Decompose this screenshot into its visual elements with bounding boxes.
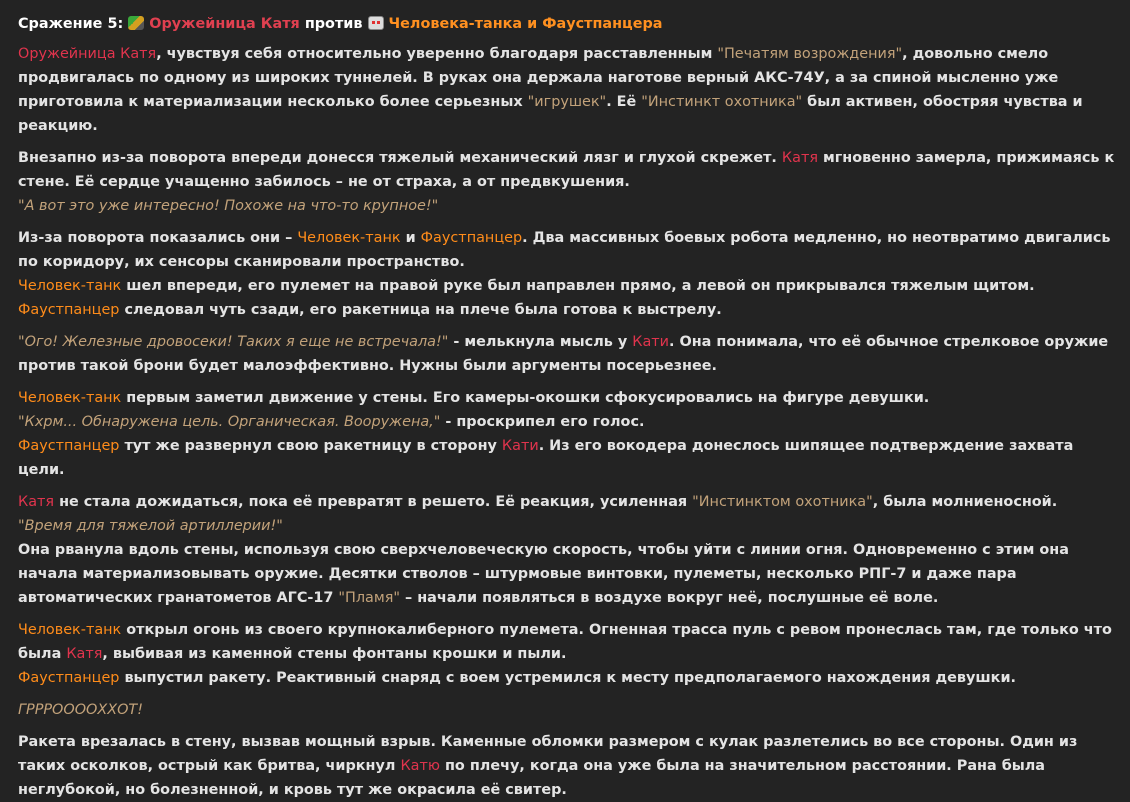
- term: "Инстинкт охотника": [641, 94, 803, 110]
- text: . Из его вокодера донеслось шипящее подтверждение захвата цели.: [18, 438, 1074, 478]
- title-enemies: Человека-танка и Фаустпанцера: [388, 16, 663, 32]
- text: открыл огонь из своего крупнокалиберного пулемета. Огненная трасса пуль с ревом пронеслась там, где только что была: [18, 622, 1112, 662]
- char-katya: Оружейница Катя: [18, 46, 157, 62]
- char-faustpanzer: Фаустпанцер: [18, 670, 120, 686]
- text: Ракета врезалась в стену, вызвав мощный взрыв. Каменные обломки размером с кулак разлетелись во все стороны. Один из таких осколков, острый как бритва, чиркнул: [18, 734, 1078, 774]
- text: . Два массивных боевых робота медленно, но неотвратимо двигались по коридору, их сенсоры сканировали пространство.: [18, 230, 1111, 270]
- char-tankman: Человек-танк: [18, 390, 122, 406]
- title-vs: против: [304, 16, 363, 32]
- text: не стала дожидаться, пока её превратят в решето. Её реакция, усиленная: [54, 494, 693, 510]
- paragraph-2: [18, 146, 1122, 218]
- text: Внезапно из-за поворота впереди донесся тяжелый механический лязг и глухой скрежет.: [18, 150, 782, 166]
- sound-effect: ГРРРООООХХОТ!: [18, 702, 143, 718]
- char-faustpanzer: Фаустпанцер: [420, 230, 523, 246]
- paragraph-1: [18, 42, 1122, 138]
- char-tankman: Человек-танк: [18, 622, 122, 638]
- paragraph-4: [18, 330, 1122, 378]
- thought-quote: "Ого! Железные дровосеки! Таких я еще не встречала!": [18, 334, 449, 350]
- text: Из-за поворота показались они –: [18, 230, 298, 246]
- char-faustpanzer: Фаустпанцер: [18, 302, 120, 318]
- text: и: [400, 230, 421, 246]
- text: следовал чуть сзади, его ракетница на плече была готова к выстрелу.: [119, 302, 722, 318]
- battle-title: [18, 12, 1122, 36]
- thought-quote: "А вот это уже интересно! Похоже на что-то крупное!": [18, 198, 439, 214]
- text: , чувствуя себя относительно уверенно благодаря расставленным: [156, 46, 718, 62]
- paragraph-6: [18, 490, 1122, 610]
- robot-icon: [368, 16, 384, 30]
- term: "Инстинктом охотника": [692, 494, 873, 510]
- paragraph-3: [18, 226, 1122, 322]
- text: мгновенно замерла, прижимаясь к стене. Её сердце учащенно забилось – не от страха, а от предвкушения.: [18, 150, 1115, 190]
- char-katya: Катю: [400, 758, 440, 774]
- char-katya: Кати: [632, 334, 670, 350]
- text: был активен, обостряя чувства и реакцию.: [18, 94, 1083, 134]
- char-katya: Катя: [781, 150, 818, 166]
- title-prefix: Сражение 5:: [18, 16, 124, 32]
- text: , была молниеносной.: [872, 494, 1058, 510]
- text: тут же развернул свою ракетницу в сторону: [119, 438, 502, 454]
- term: "Печатям возрождения": [717, 46, 903, 62]
- char-tankman: Человек-танк: [18, 278, 122, 294]
- thought-quote: "Время для тяжелой артиллерии!": [18, 518, 283, 534]
- text: - проскрипел его голос.: [440, 414, 645, 430]
- char-katya: Катя: [18, 494, 55, 510]
- text: шел впереди, его пулемет на правой руке был направлен прямо, а левой он прикрывался тяжелым щитом.: [121, 278, 1035, 294]
- text: , довольно смело продвигалась по одному из широких туннелей. В руках она держала наготове верный АКС-74У, а за спиной мысленно уже приготовила к материализации несколько более серьезных: [18, 46, 1059, 110]
- text: . Её: [606, 94, 642, 110]
- paragraph-9: [18, 730, 1122, 802]
- char-faustpanzer: Фаустпанцер: [18, 438, 120, 454]
- char-tankman: Человек-танк: [297, 230, 401, 246]
- char-katya: Катя: [66, 646, 103, 662]
- text: выпустил ракету. Реактивный снаряд с воем устремился к месту предполагаемого нахождения девушки.: [119, 670, 1016, 686]
- text: первым заметил движение у стены. Его камеры-окошки сфокусировались на фигуре девушки.: [121, 390, 930, 406]
- text: - мелькнула мысль у: [448, 334, 633, 350]
- term: "Пламя": [338, 590, 401, 606]
- term: "игрушек": [527, 94, 607, 110]
- text: . Она понимала, что её обычное стрелковое оружие против такой брони будет малоэффективно. Нужны были аргументы посерьезнее.: [18, 334, 1109, 374]
- char-katya: Кати: [501, 438, 539, 454]
- speech-quote: "Кхрм... Обнаружена цель. Органическая. Вооружена,": [18, 414, 441, 430]
- text: , выбивая из каменной стены фонтаны крошки и пыли.: [102, 646, 567, 662]
- paragraph-7: [18, 618, 1122, 690]
- text: по плечу, когда она уже была на значительном расстоянии. Рана была неглубокой, но болезненной, и кровь тут же окрасила её свитер.: [18, 758, 1046, 798]
- paragraph-5: [18, 386, 1122, 482]
- title-katya: Оружейница Катя: [149, 16, 300, 32]
- gun-icon: [128, 16, 144, 30]
- text: Она рванула вдоль стены, используя свою сверхчеловеческую скорость, чтобы уйти с линии огня. Одновременно с этим она начала материализовывать оружие. Десятки стволов – штурмовые винтовки, пулеметы, несколько РПГ-7 и даже пара автоматических гранатометов АГС-17: [18, 542, 1069, 606]
- text: – начали появляться в воздухе вокруг неё, послушные её воле.: [400, 590, 939, 606]
